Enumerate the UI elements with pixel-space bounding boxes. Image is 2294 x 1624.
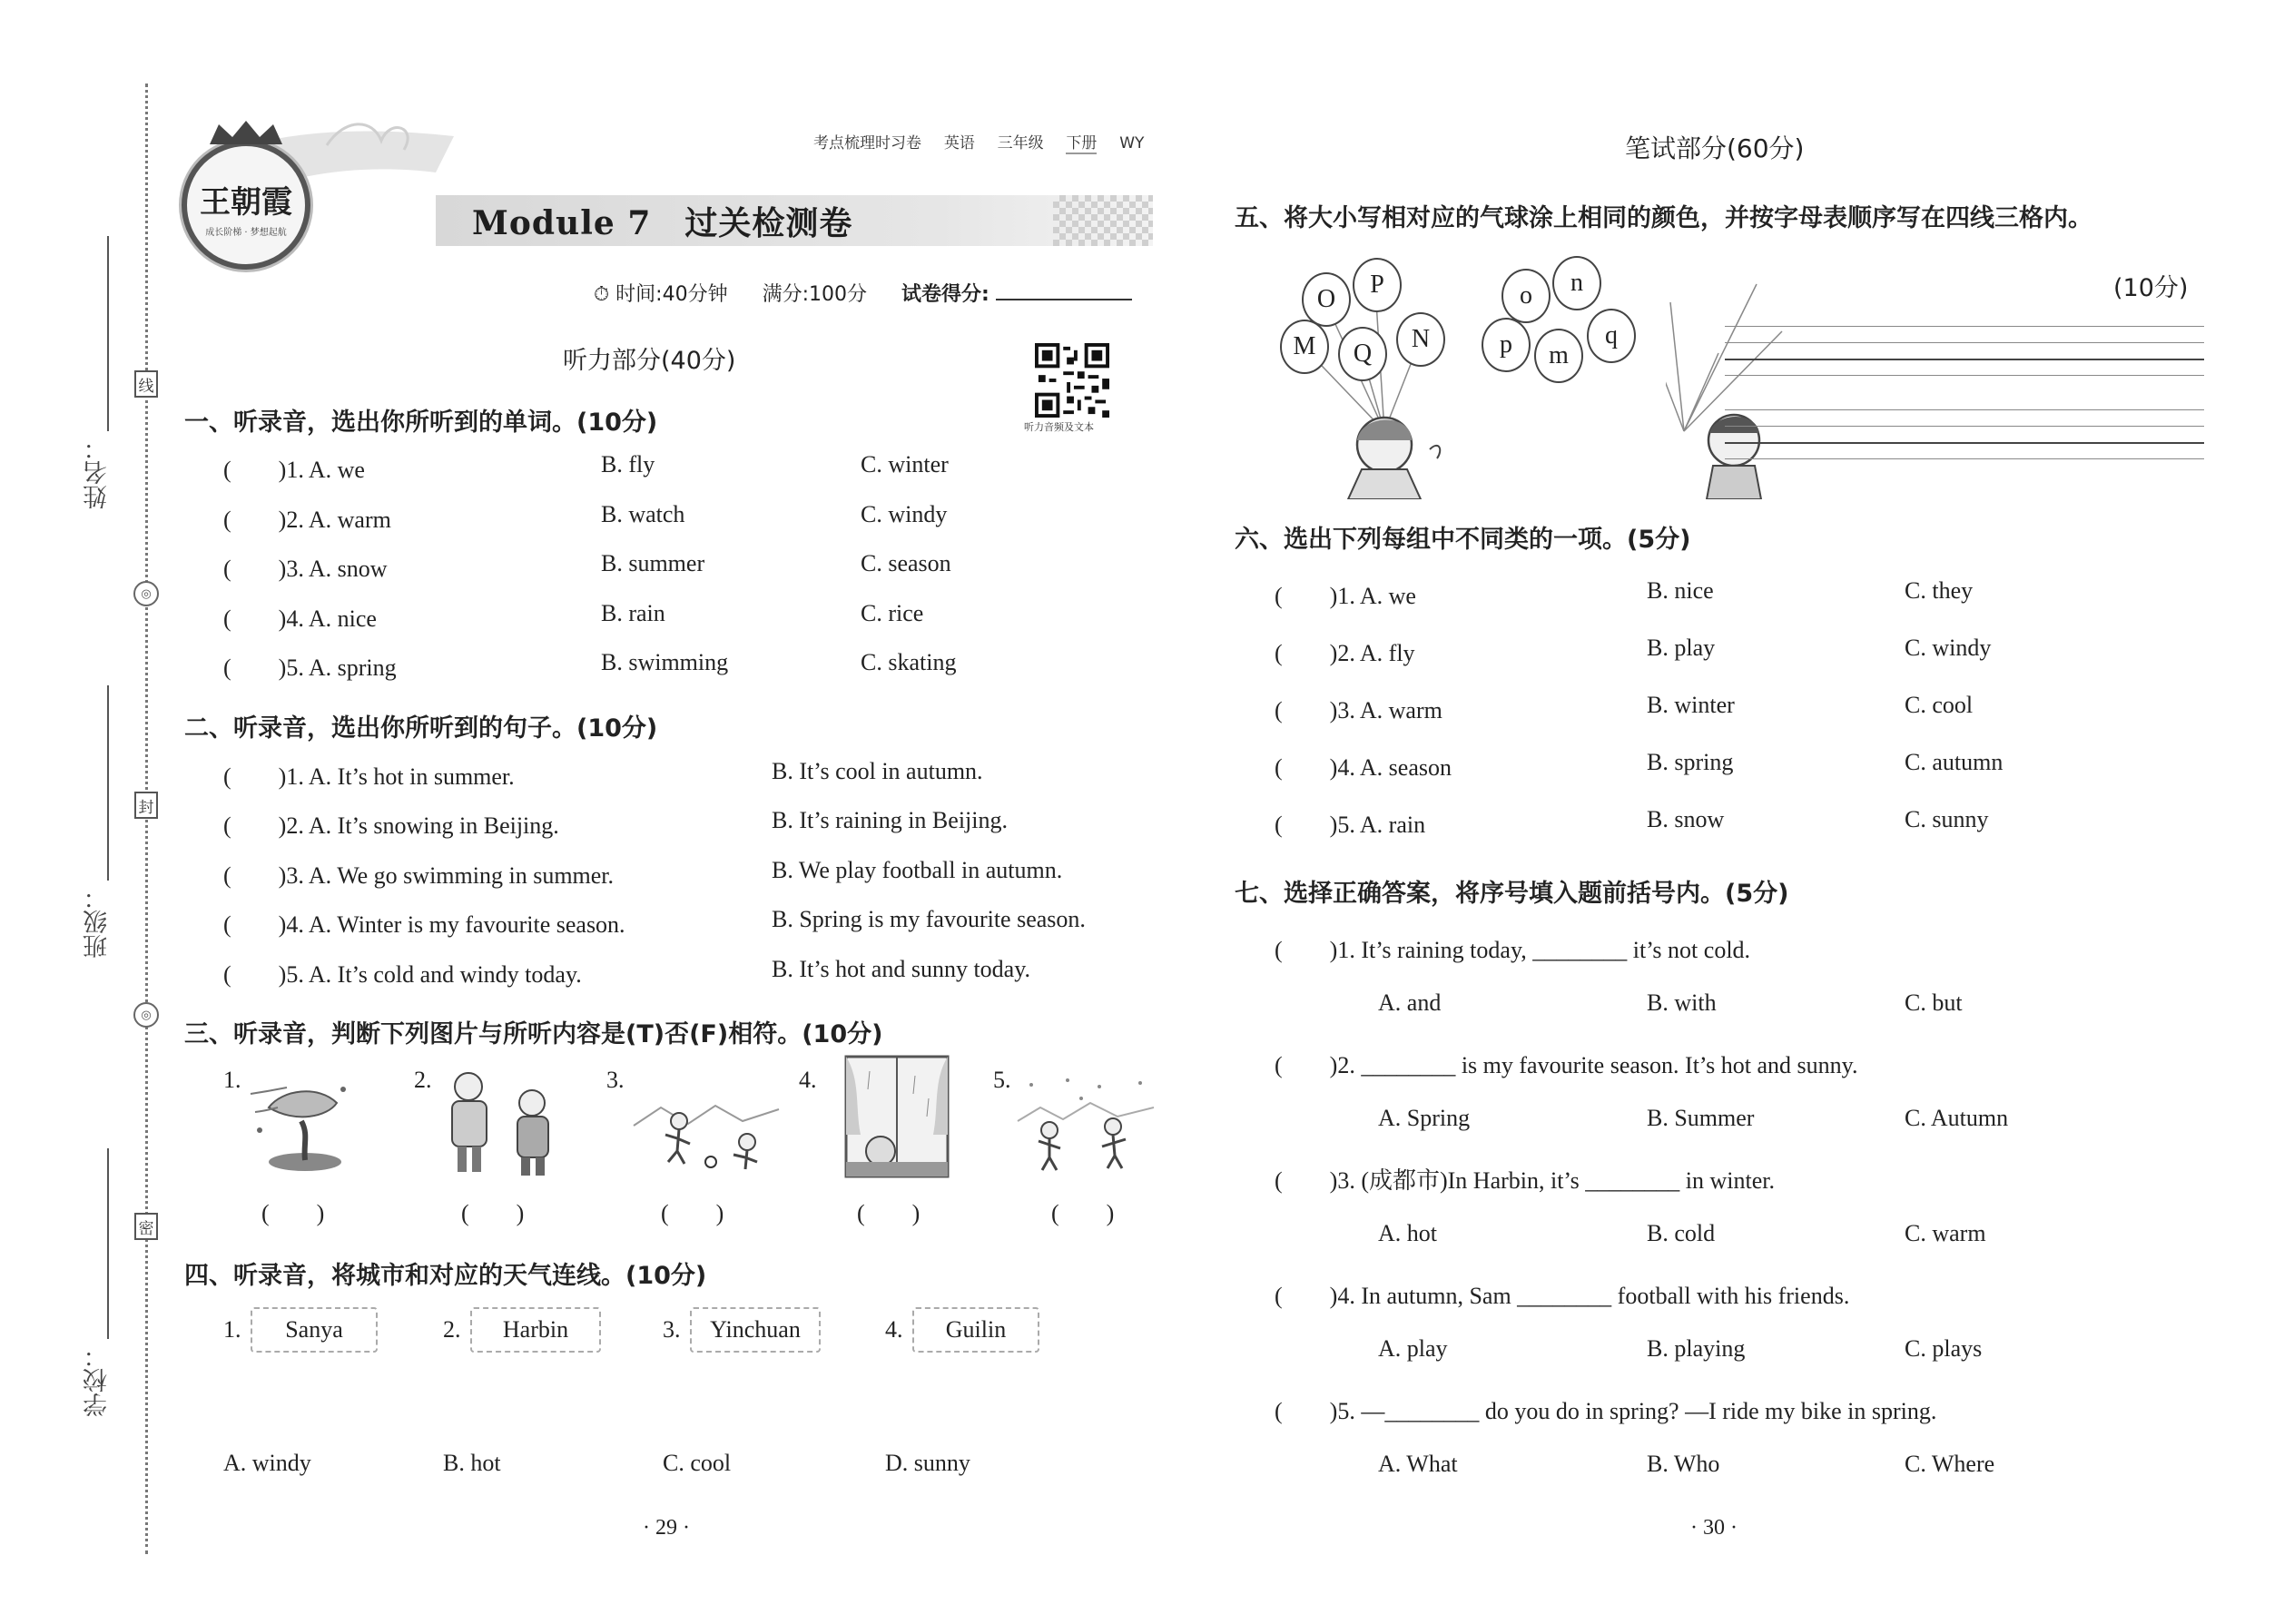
header-info	[813, 130, 1144, 153]
score-label: 试卷得分:	[901, 283, 989, 306]
tf-blank[interactable]: ( )	[261, 1200, 325, 1226]
list-item[interactable]: ( )2. A. warm	[223, 507, 391, 533]
balloon[interactable]: q	[1587, 309, 1636, 363]
weather-option[interactable]: A. windy	[223, 1450, 311, 1476]
answer-option: B. Summer	[1647, 1105, 1755, 1131]
exam-time: 时间:40分钟	[615, 283, 728, 306]
binding-circle-icon: ◎	[133, 1002, 159, 1028]
grade: 三年级	[997, 134, 1044, 153]
name-write-line	[107, 236, 109, 431]
list-item[interactable]: ( )2. A. fly	[1275, 640, 1415, 666]
binding-mark-seal: 封	[134, 792, 158, 819]
list-item: B. swimming	[601, 649, 729, 675]
window-boy-picture	[842, 1053, 951, 1180]
picture-number: 3.	[606, 1067, 625, 1093]
list-item: B. play	[1647, 635, 1716, 661]
full-marks: 满分:100分	[762, 283, 867, 306]
answer-option: C. warm	[1905, 1220, 1986, 1246]
volume: 下册	[1066, 134, 1098, 153]
series-name: 考点梳理时习卷	[813, 134, 921, 153]
balloon[interactable]: m	[1534, 329, 1583, 383]
list-item: B. rain	[601, 600, 665, 626]
snow-play-picture	[1013, 1067, 1158, 1180]
picture-number: 5.	[993, 1067, 1011, 1093]
list-item: B. nice	[1647, 577, 1714, 604]
answer-option: A. play	[1378, 1335, 1448, 1362]
picture-number: 4.	[799, 1067, 817, 1093]
qr-code-icon[interactable]	[1035, 343, 1109, 418]
list-item: C. autumn	[1905, 749, 2004, 775]
list-item[interactable]: ( )1. A. we	[1275, 583, 1416, 609]
q5-title: 五、将大小写相对应的气球涂上相同的颜色，并按字母表顺序写在四线三格内。	[1235, 204, 2092, 232]
list-item: C. cool	[1905, 692, 1974, 718]
city-box-yinchuan[interactable]: Yinchuan	[690, 1307, 821, 1353]
balloon[interactable]: M	[1280, 320, 1329, 374]
list-item: C. rice	[861, 600, 924, 626]
city-box-sanya[interactable]: Sanya	[251, 1307, 378, 1353]
balloon[interactable]: o	[1501, 269, 1551, 323]
q7-title: 七、选择正确答案，将序号填入题前括号内。(5分)	[1235, 880, 1789, 908]
tf-blank[interactable]: ( )	[1051, 1200, 1115, 1226]
list-item: B. Spring is my favourite season.	[772, 906, 1086, 932]
binding-mark-secret: 密	[134, 1213, 158, 1240]
page-number-left: · 29 ·	[643, 1516, 690, 1540]
list-item: C. winter	[861, 451, 949, 477]
balloon[interactable]: N	[1396, 312, 1445, 367]
weather-option[interactable]: D. sunny	[885, 1450, 970, 1476]
list-item[interactable]: ( )4. A. Winter is my favourite season.	[223, 911, 625, 938]
city-number: 2.	[443, 1316, 461, 1343]
answer-option: C. Autumn	[1905, 1105, 2009, 1131]
list-item: C. windy	[1905, 635, 1992, 661]
list-item[interactable]: ( )4. A. season	[1275, 754, 1452, 781]
q5-points: (10分)	[2113, 274, 2189, 302]
name-label: 姓名：	[84, 436, 112, 509]
qr-caption: 听力音频及文本	[1024, 421, 1094, 433]
list-item: B. fly	[601, 451, 655, 477]
playing-football-picture	[625, 1071, 788, 1180]
answer-option: B. cold	[1647, 1220, 1716, 1246]
binding-circle-icon: ◎	[133, 581, 159, 606]
question-stem[interactable]: ( )2. ________ is my favourite season. It’s hot and sunny.	[1275, 1052, 1858, 1078]
list-item: C. season	[861, 550, 951, 576]
school-write-line	[107, 1148, 109, 1339]
list-item[interactable]: ( )4. A. nice	[223, 605, 377, 632]
logo-subtitle: 成长阶梯 · 梦想起航	[205, 228, 287, 238]
balloon[interactable]: Q	[1338, 327, 1387, 381]
subject: 英语	[943, 134, 975, 153]
list-item: B. summer	[601, 550, 705, 576]
binding-mark-line: 线	[134, 370, 158, 398]
list-item: C. they	[1905, 577, 1974, 604]
question-stem[interactable]: ( )3. (成都市)In Harbin, it’s ________ in winter.	[1275, 1167, 1775, 1194]
balloon[interactable]: p	[1482, 318, 1531, 372]
list-item[interactable]: ( )1. A. we	[223, 457, 365, 483]
city-number: 4.	[885, 1316, 903, 1343]
page-title: Module 7 过关检测卷	[472, 204, 853, 242]
list-item: B. We play football in autumn.	[772, 857, 1063, 883]
list-item: B. snow	[1647, 806, 1725, 832]
balloon[interactable]: P	[1353, 258, 1402, 312]
tf-blank[interactable]: ( )	[461, 1200, 525, 1226]
winter-kids-picture	[434, 1067, 570, 1180]
answer-option: C. but	[1905, 989, 1963, 1016]
q2-title: 二、听录音，选出你所听到的句子。(10分)	[184, 714, 658, 743]
answer-option: A. What	[1378, 1451, 1458, 1477]
windy-tree-picture	[241, 1071, 359, 1180]
school-label: 学校：	[84, 1343, 112, 1417]
city-box-harbin[interactable]: Harbin	[470, 1307, 601, 1353]
list-item[interactable]: ( )2. A. It’s snowing in Beijing.	[223, 812, 559, 839]
list-item: B. It’s cool in autumn.	[772, 758, 983, 784]
q4-title: 四、听录音，将城市和对应的天气连线。(10分)	[184, 1262, 707, 1290]
picture-number: 1.	[223, 1067, 241, 1093]
answer-option: B. with	[1647, 989, 1717, 1016]
list-item: B. watch	[601, 501, 685, 527]
question-stem[interactable]: ( )1. It’s raining today, ________ it’s not cold.	[1275, 937, 1751, 963]
exam-meta	[594, 279, 1132, 307]
answer-option: A. hot	[1378, 1220, 1437, 1246]
score-blank[interactable]	[996, 299, 1132, 300]
answer-option: A. and	[1378, 989, 1442, 1016]
crown-icon	[205, 119, 287, 146]
logo-badge	[182, 141, 310, 270]
four-line-grid[interactable]	[1725, 322, 2204, 486]
balloon[interactable]: n	[1552, 256, 1601, 310]
clock-icon: ⏱	[594, 283, 610, 306]
weather-option[interactable]: B. hot	[443, 1450, 501, 1476]
list-item: B. winter	[1647, 692, 1735, 718]
q6-title: 六、选出下列每组中不同类的一项。(5分)	[1235, 526, 1691, 554]
list-item: B. It’s raining in Beijing.	[772, 807, 1008, 833]
list-item[interactable]: ( )3. A. snow	[223, 556, 388, 582]
list-item: C. windy	[861, 501, 948, 527]
binding-dotted-line	[145, 84, 148, 1554]
answer-option: C. Where	[1905, 1451, 1995, 1477]
list-item[interactable]: ( )5. A. rain	[1275, 812, 1426, 838]
city-number: 1.	[223, 1316, 241, 1343]
list-item: B. spring	[1647, 749, 1734, 775]
banner-checker	[1053, 195, 1153, 246]
class-label: 班级：	[84, 885, 112, 959]
q1-title: 一、听录音，选出你所听到的单词。(10分)	[184, 408, 658, 437]
picture-number: 2.	[414, 1067, 432, 1093]
list-item[interactable]: ( )5. A. spring	[223, 655, 397, 681]
listening-heading: 听力部分(40分)	[563, 347, 736, 375]
list-item[interactable]: ( )1. A. It’s hot in summer.	[223, 763, 515, 790]
answer-option: A. Spring	[1378, 1105, 1471, 1131]
q3-title: 三、听录音，判断下列图片与所听内容是(T)否(F)相符。(10分)	[184, 1020, 883, 1048]
list-item: B. It’s hot and sunny today.	[772, 956, 1031, 982]
written-heading: 笔试部分(60分)	[1625, 133, 1805, 163]
city-number: 3.	[663, 1316, 681, 1343]
list-item[interactable]: ( )3. A. We go swimming in summer.	[223, 862, 615, 889]
logo-text: 王朝霞	[200, 184, 292, 221]
answer-option: B. playing	[1647, 1335, 1746, 1362]
class-write-line	[107, 685, 109, 881]
list-item[interactable]: ( )5. A. It’s cold and windy today.	[223, 961, 582, 988]
question-stem[interactable]: ( )4. In autumn, Sam ________ football with his friends.	[1275, 1283, 1850, 1309]
tf-blank[interactable]: ( )	[661, 1200, 724, 1226]
question-stem[interactable]: ( )5. —________ do you do in spring? —I ride my bike in spring.	[1275, 1398, 1937, 1424]
answer-option: C. plays	[1905, 1335, 1983, 1362]
edition: WY	[1119, 134, 1145, 153]
page-number-right: · 30 ·	[1690, 1516, 1738, 1540]
weather-option[interactable]: C. cool	[663, 1450, 732, 1476]
answer-option: B. Who	[1647, 1451, 1720, 1477]
list-item[interactable]: ( )3. A. warm	[1275, 697, 1442, 723]
tf-blank[interactable]: ( )	[857, 1200, 921, 1226]
city-box-guilin[interactable]: Guilin	[912, 1307, 1039, 1353]
balloon[interactable]: O	[1302, 272, 1351, 327]
list-item: C. skating	[861, 649, 957, 675]
list-item: C. sunny	[1905, 806, 1989, 832]
